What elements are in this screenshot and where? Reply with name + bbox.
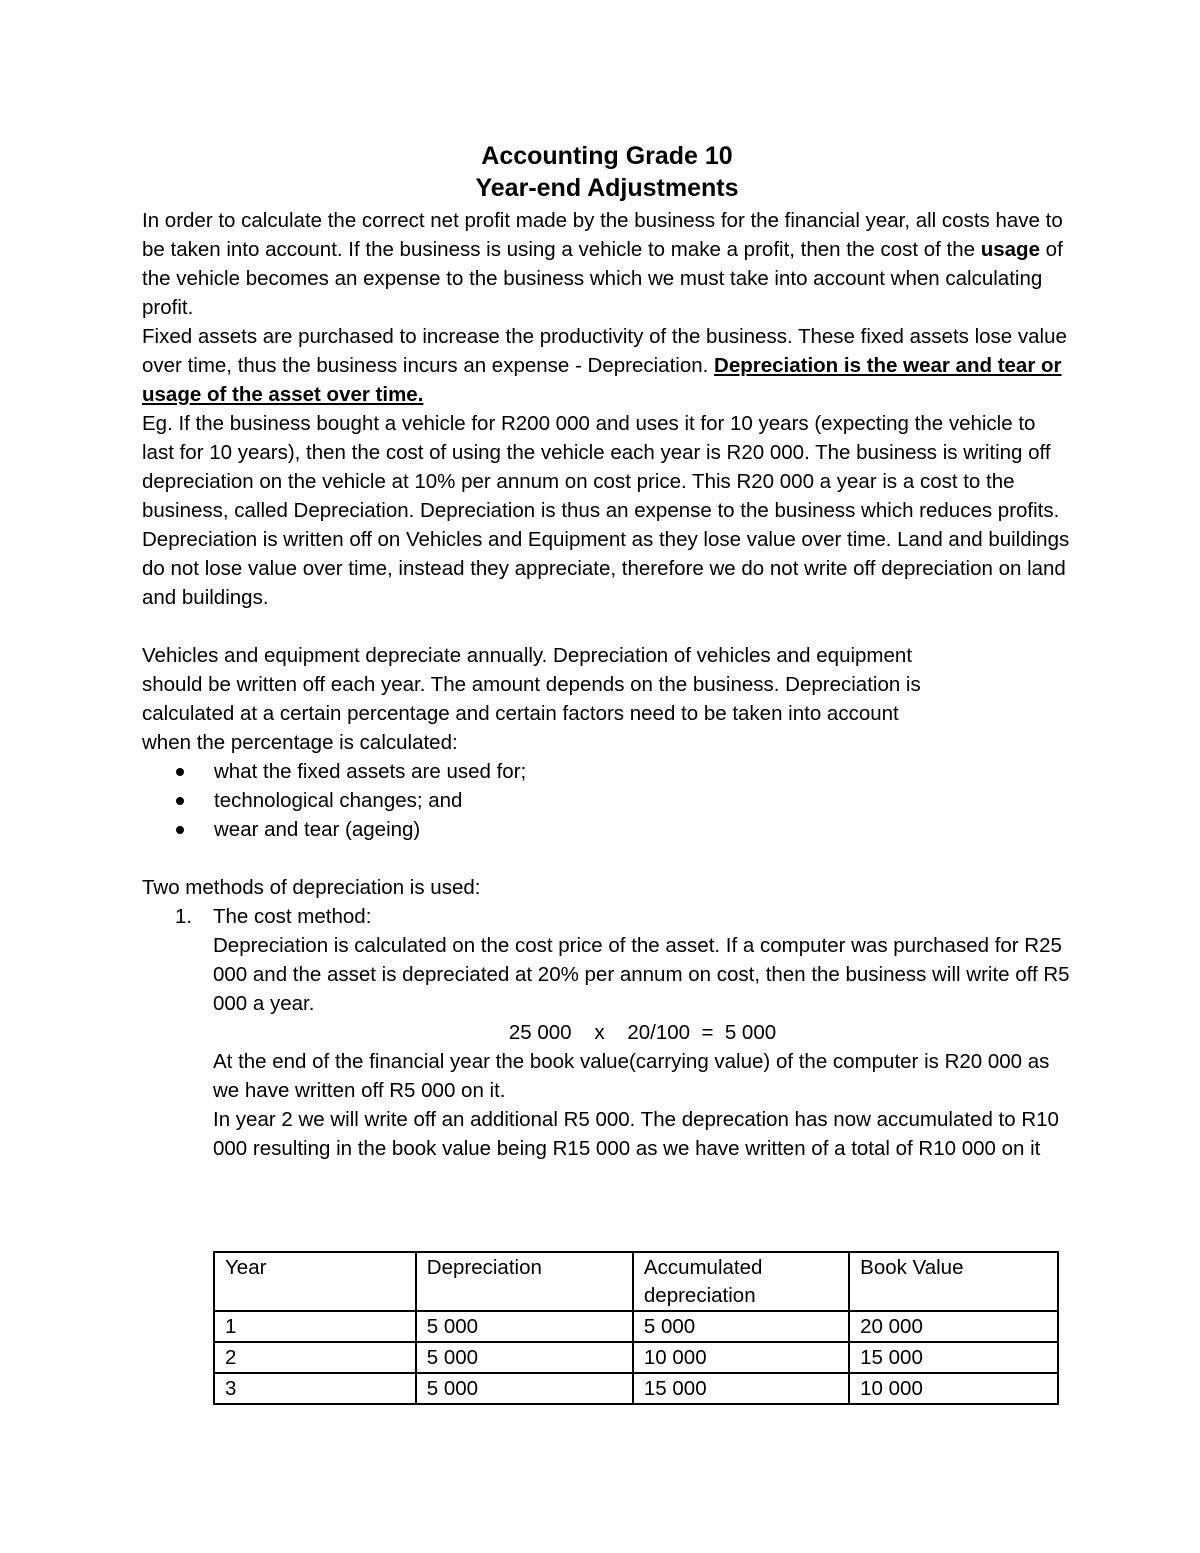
document-subtitle: Year-end Adjustments xyxy=(475,174,739,202)
table-cell: 3 xyxy=(214,1373,416,1404)
table-cell: 5 000 xyxy=(416,1311,633,1342)
spacer xyxy=(142,612,1072,641)
document-page xyxy=(142,140,1072,1400)
annual-line-3: calculated at a certain percentage and certain factors need to be taken into account xyxy=(142,702,899,725)
table-header-cell: Depreciation xyxy=(416,1252,633,1311)
method-end-year: At the end of the financial year the book value(carrying value) of the computer is R20 000 as we have written off R5 000 on it. xyxy=(213,1050,1050,1102)
table-header-row xyxy=(214,1252,1058,1311)
table-header-cell: Year xyxy=(214,1252,416,1311)
annual-line-2: should be written off each year. The amount depends on the business. Depreciation is xyxy=(142,673,921,696)
depreciation-table xyxy=(213,1251,1059,1405)
factors-list xyxy=(142,757,1072,844)
list-item xyxy=(172,815,1072,844)
method-title: The cost method: xyxy=(213,905,372,928)
table-row xyxy=(214,1342,1058,1373)
list-item-text: technological changes; and xyxy=(214,789,463,812)
list-item-text: what the fixed assets are used for; xyxy=(214,760,527,783)
method-number: 1. xyxy=(175,905,193,928)
table-cell: 5 000 xyxy=(633,1311,849,1342)
method-year-2: In year 2 we will write off an additional R5 000. The deprecation has now accumulated to R10 000 resulting in the book value being R15 000 as we have written of a total of R10 000 on it xyxy=(213,1108,1059,1160)
table-cell: 1 xyxy=(214,1311,416,1342)
table-header-cell: Accumulated depreciation xyxy=(633,1252,849,1311)
bullet-icon xyxy=(176,768,184,776)
list-item xyxy=(172,786,1072,815)
bullet-icon xyxy=(176,797,184,805)
annual-line-4: when the percentage is calculated: xyxy=(142,731,458,754)
intro-p1-bold: usage xyxy=(980,238,1040,261)
method-calculation: 25 000 x 20/100 = 5 000 xyxy=(508,1021,777,1044)
annual-line-1: Vehicles and equipment depreciate annually. Depreciation of vehicles and equipment xyxy=(142,644,913,667)
list-item-text: wear and tear (ageing) xyxy=(214,818,421,841)
intro-p1-text-a: In order to calculate the correct net profit made by the business for the financial year, all costs have to be taken into account. If the business is using a vehicle to make a profit, then the cost of the xyxy=(142,209,1063,261)
table-row xyxy=(214,1311,1058,1342)
list-item xyxy=(172,757,1072,786)
table-cell: 5 000 xyxy=(416,1373,633,1404)
spacer xyxy=(142,844,1072,873)
intro-paragraph-2 xyxy=(142,322,1072,409)
table-cell: 5 000 xyxy=(416,1342,633,1373)
intro-paragraph-3: Eg. If the business bought a vehicle for R200 000 and uses it for 10 years (expecting the vehicle to last for 10 years), then the cost of using the vehicle each year is R20 000. The business is writing off depreciation on the vehicle at 10% per annum on cost price. This R20 000 a year is a cost to the business, called Depreciation. Depreciation is thus an expense to the business which reduces profits. xyxy=(142,412,1060,522)
table-cell: 15 000 xyxy=(633,1373,849,1404)
table-cell: 10 000 xyxy=(849,1373,1058,1404)
document-title: Accounting Grade 10 xyxy=(481,142,733,170)
table-header-cell: Book Value xyxy=(849,1252,1058,1311)
table-cell: 20 000 xyxy=(849,1311,1058,1342)
table-cell: 10 000 xyxy=(633,1342,849,1373)
table-row xyxy=(214,1373,1058,1404)
bullet-icon xyxy=(176,826,184,834)
method-description: Depreciation is calculated on the cost price of the asset. If a computer was purchased for R25 000 and the asset is depreciated at 20% per annum on cost, then the business will write off R5 000 a year. xyxy=(213,934,1070,1015)
table-cell: 2 xyxy=(214,1342,416,1373)
depreciation-definition: Depreciation is the wear and tear or usage of the asset over time. xyxy=(142,354,1062,406)
intro-p2-text: Fixed assets are purchased to increase the productivity of the business. These fixed assets lose value over time, thus the business incurs an expense - Depreciation. xyxy=(142,325,1067,377)
method-item xyxy=(142,902,1072,931)
table-cell: 15 000 xyxy=(849,1342,1058,1373)
methods-heading: Two methods of depreciation is used: xyxy=(142,876,481,899)
intro-p1-text-b: of the vehicle becomes an expense to the business which we must take into account when calculating profit. xyxy=(142,238,1063,319)
intro-paragraph-1 xyxy=(142,206,1072,322)
intro-paragraph-4: Depreciation is written off on Vehicles and Equipment as they lose value over time. Land and buildings do not lose value over time, instead they appreciate, therefore we do not write off depreciation on land and buildings. xyxy=(142,528,1070,609)
